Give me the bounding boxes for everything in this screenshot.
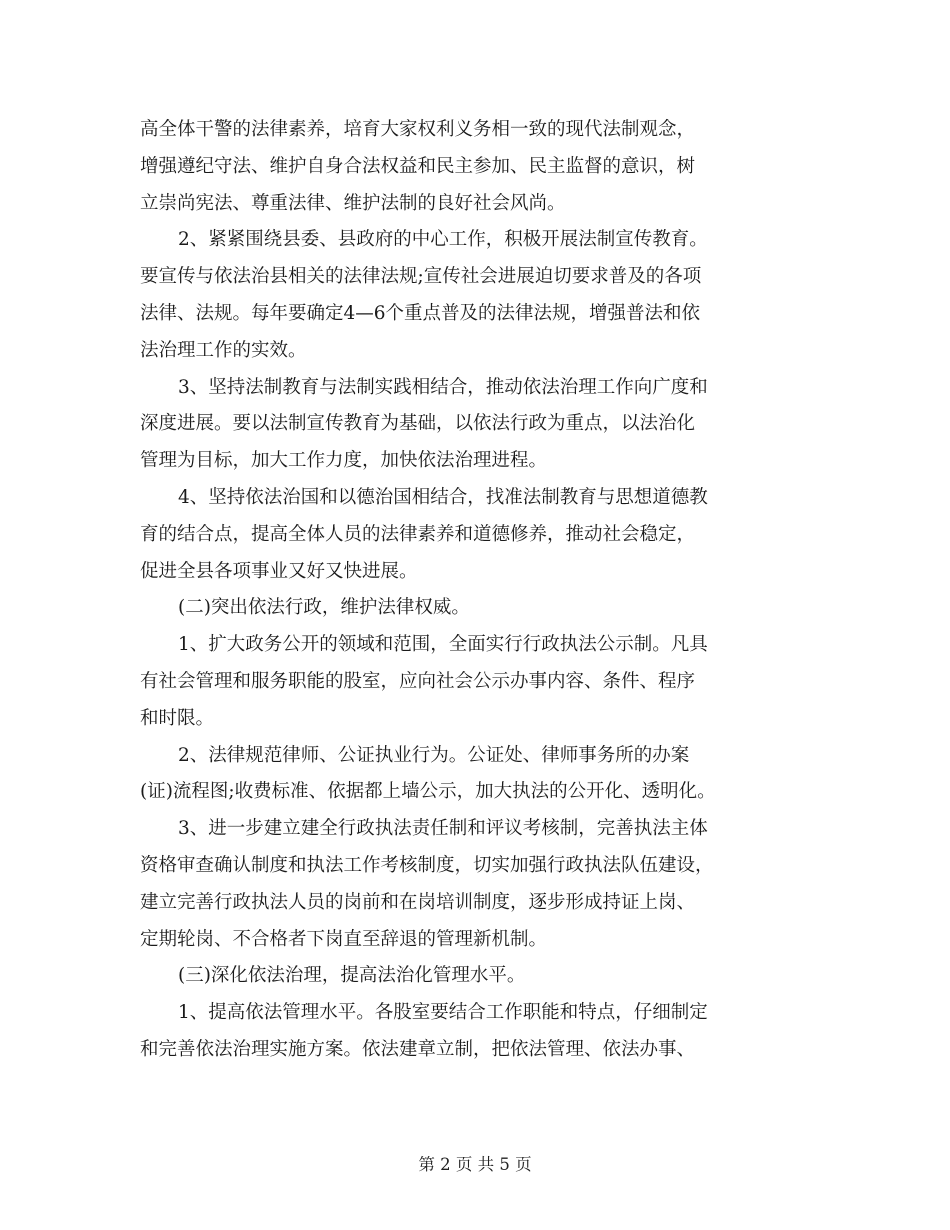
text-line: 法律、法规。每年要确定4—6个重点普及的法律法规，增强普法和依 xyxy=(140,302,701,324)
text-line: 建立完善行政执法人员的岗前和在岗培训制度，逐步形成持证上岗、 xyxy=(140,891,696,913)
text-line: 4、坚持依法治国和以德治国相结合，找准法制教育与思想道德教 xyxy=(178,486,708,508)
text-line: 3、进一步建立建全行政执法责任制和评议考核制，完善执法主体 xyxy=(178,818,708,840)
text-line: 管理为目标，加大工作力度，加快依法治理进程。 xyxy=(140,450,548,472)
text-line: 要宣传与依法治县相关的法律法规;宣传社会进展迫切要求普及的各项 xyxy=(140,266,702,288)
text-line: 深度进展。要以法制宣传教育为基础，以依法行政为重点，以法治化 xyxy=(140,413,696,435)
text-line: 2、紧紧围绕县委、县政府的中心工作，积极开展法制宣传教育。 xyxy=(178,229,708,251)
page-number-footer: 第 2 页 共 5 页 xyxy=(418,1155,532,1174)
text-line: 1、扩大政务公开的领域和范围，全面实行行政执法公示制。凡具 xyxy=(178,634,708,656)
text-line: 3、坚持法制教育与法制实践相结合，推动依法治理工作向广度和 xyxy=(178,376,708,398)
document-body xyxy=(140,112,820,1069)
text-line: 高全体干警的法律素养，培育大家权利义务相一致的现代法制观念， xyxy=(140,119,696,140)
text-line: 增强遵纪守法、维护自身合法权益和民主参加、民主监督的意识，树 xyxy=(140,155,696,177)
text-line: 资格审查确认制度和执法工作考核制度，切实加强行政执法队伍建设， xyxy=(140,854,714,876)
text-line: 育的结合点，提高全体人员的法律素养和道德修养，推动社会稳定， xyxy=(140,523,696,545)
text-line: 立崇尚宪法、尊重法律、维护法制的良好社会风尚。 xyxy=(140,192,566,214)
section-heading: (二)突出依法行政，维护法律权威。 xyxy=(178,597,470,619)
text-line: (证)流程图;收费标准、依据都上墙公示，加大执法的公开化、透明化。 xyxy=(140,781,716,803)
text-line: 2、法律规范律师、公证执业行为。公证处、律师事务所的办案 xyxy=(178,744,690,766)
body-text xyxy=(140,112,820,1069)
text-line: 1、提高依法管理水平。各股室要结合工作职能和特点，仔细制定 xyxy=(178,1002,708,1024)
text-line: 和时限。 xyxy=(140,707,215,729)
text-line: 和完善依法治理实施方案。依法建章立制，把依法管理、依法办事、 xyxy=(140,1038,696,1060)
text-line: 定期轮岗、不合格者下岗直至辞退的管理新机制。 xyxy=(140,928,548,950)
text-line: 有社会管理和服务职能的股室，应向社会公示办事内容、条件、程序 xyxy=(140,670,696,692)
text-line: 促进全县各项事业又好又快进展。 xyxy=(140,560,418,582)
text-line: 法治理工作的实效。 xyxy=(140,339,307,361)
section-heading: (三)深化依法治理，提高法治化管理水平。 xyxy=(178,965,526,987)
